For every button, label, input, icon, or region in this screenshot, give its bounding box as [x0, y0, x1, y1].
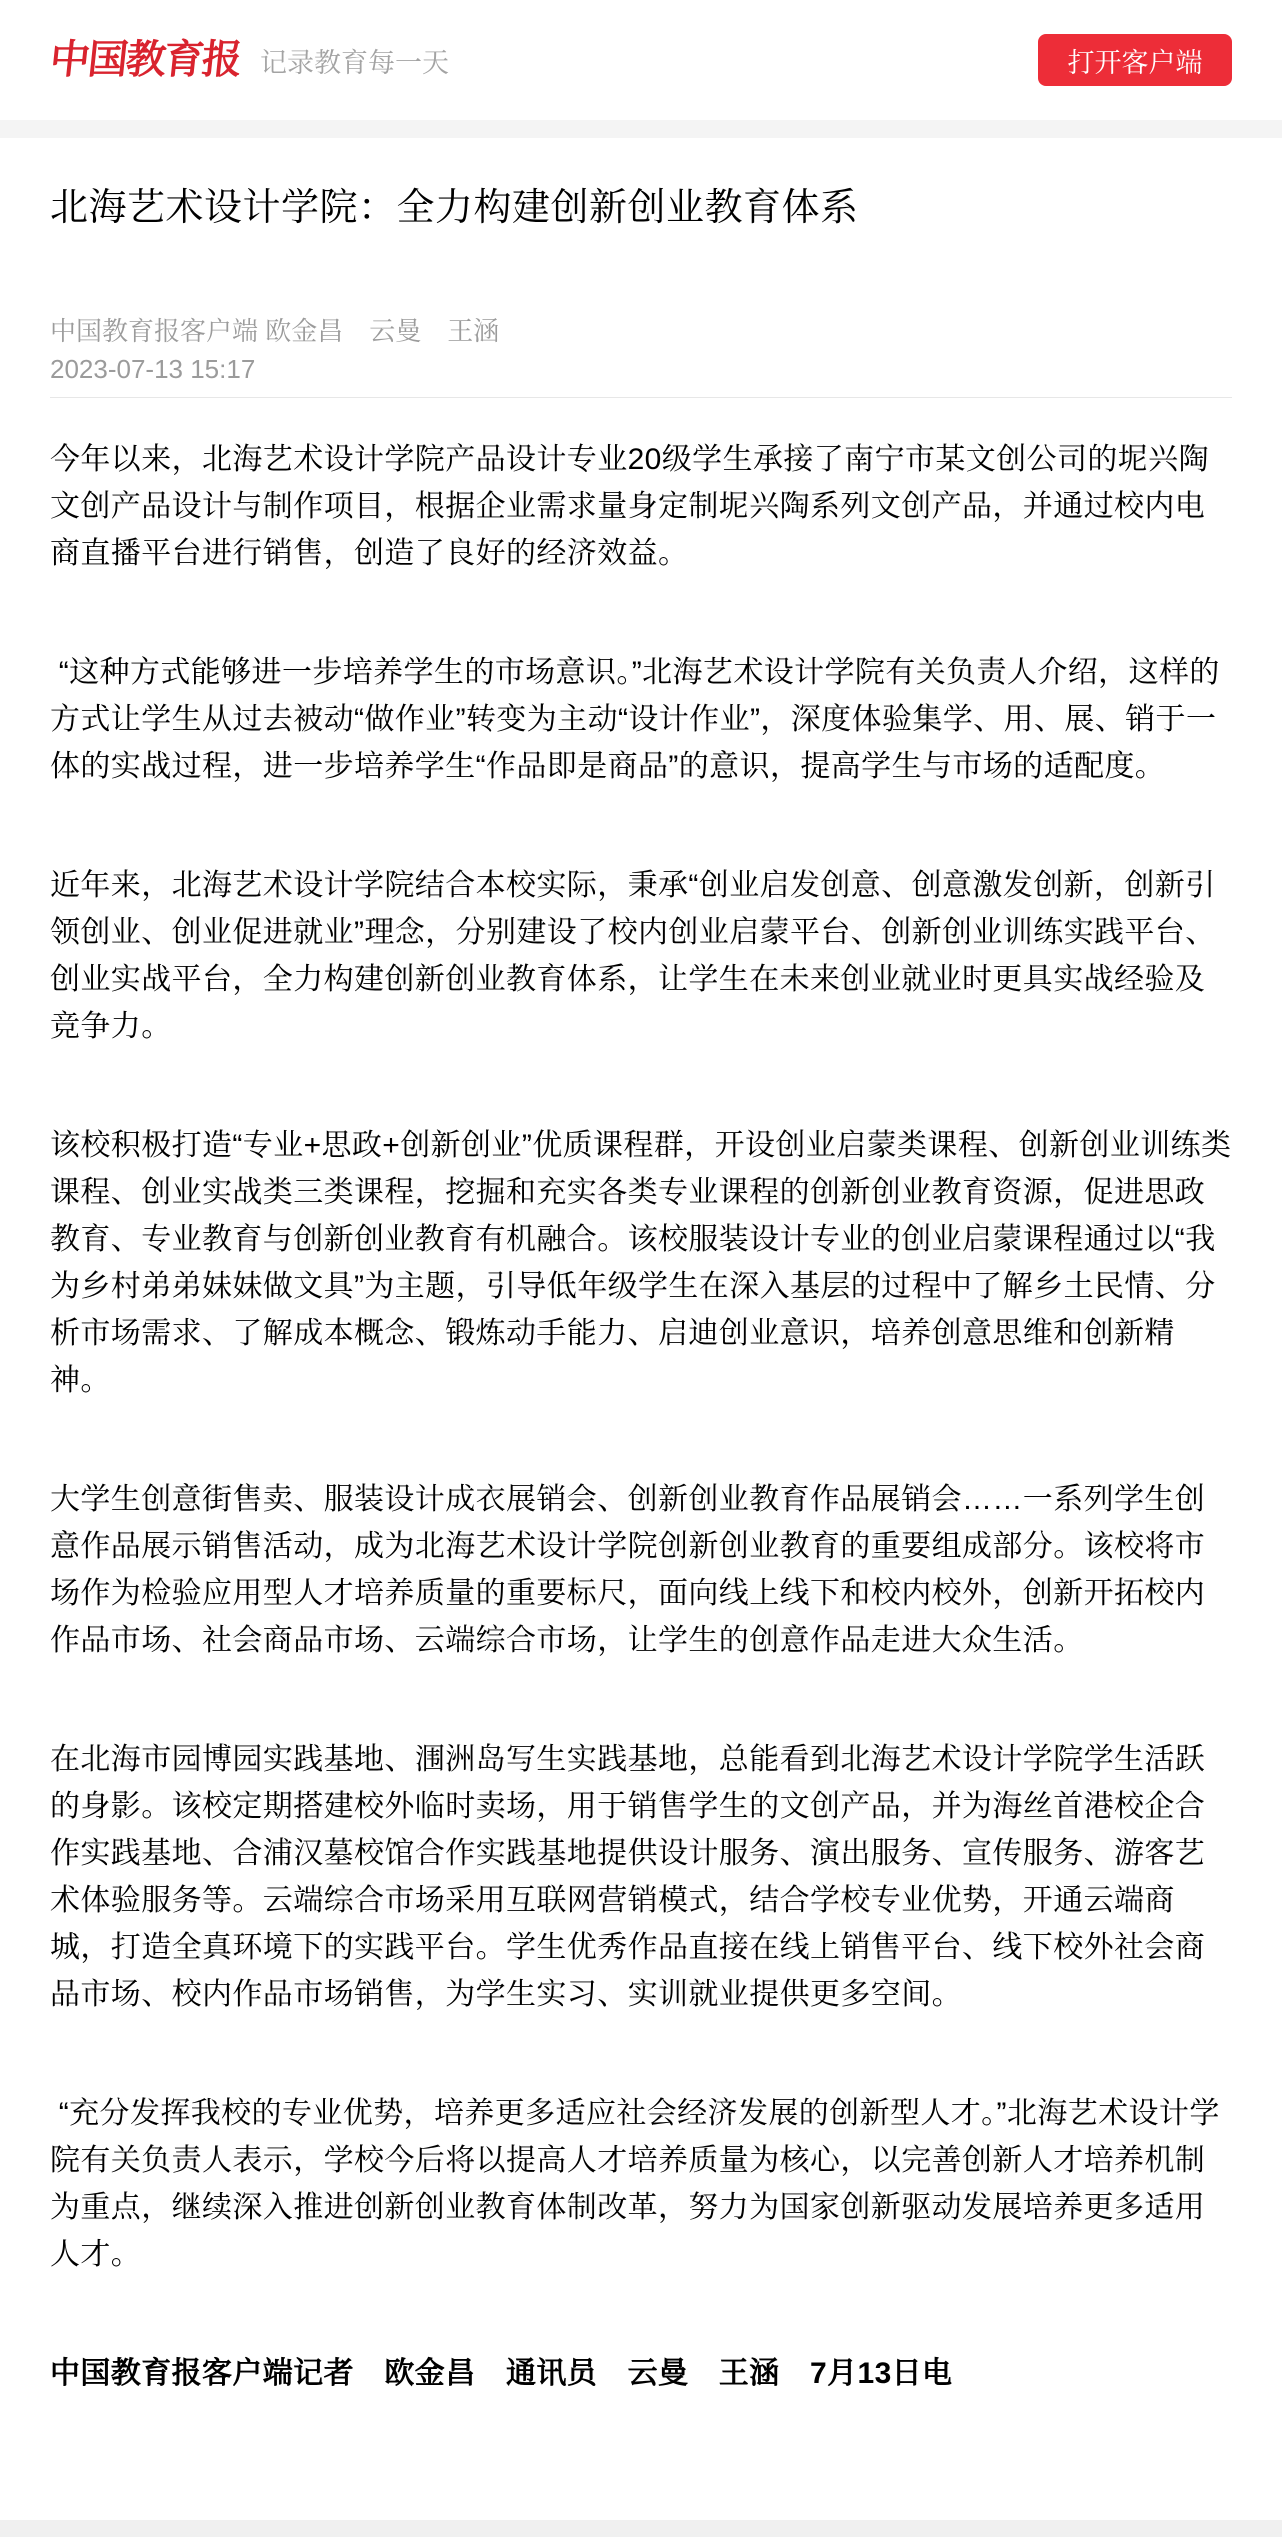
publish-time: 2023-07-13 15:17 [50, 354, 256, 385]
paragraph: 近年来，北海艺术设计学院结合本校实际，秉承“创业启发创意、创意激发创新，创新引领创业、创业促进就业”理念，分别建设了校内创业启蒙平台、创新创业训练实践平台、创业实战平台，全力构建创新创业教育体系，让学生在未来创业就业时更具实战经验及竞争力。 [50, 869, 1216, 1044]
masthead [0, 0, 1282, 120]
paragraph: “这种方式能够进一步培养学生的市场意识。”北海艺术设计学院有关负责人介绍，这样的方式让学生从过去被动“做作业”转变为主动“设计作业”，深度体验集学、用、展、销于一体的实战过程，进一步培养学生“作品即是商品”的意识，提高学生与市场的适配度。 [50, 656, 1220, 784]
article [0, 182, 1282, 2397]
brand-logo[interactable]: 中国教育报 [47, 36, 243, 83]
paragraph: 该校积极打造“专业+思政+创新创业”优质课程群，开设创业启蒙类课程、创新创业训练类课程、创业实战类三类课程，挖掘和充实各类专业课程的创新创业教育资源，促进思政教育、专业教育与创新创业教育有机融合。该校服装设计专业的创业启蒙课程通过以“我为乡村弟弟妹妹做文具”为主题，引导低年级学生在深入基层的过程中了解乡土民情、分析市场需求、了解成本概念、锻炼动手能力、启迪创业意识，培养创意思维和创新精神。 [50, 1129, 1232, 1398]
page-title: 北海艺术设计学院：全力构建创新创业教育体系 [50, 187, 859, 229]
article-byline: 中国教育报客户端 欧金昌 云曼 王涵 [50, 316, 500, 347]
bottom-bar [0, 2520, 1282, 2537]
paragraph: “充分发挥我校的专业优势，培养更多适应社会经济发展的创新型人才。”北海艺术设计学院有关负责人表示，学校今后将以提高人才培养质量为核心，以完善创新人才培养机制为重点，继续深入推进创新创业教育体制改革，努力为国家创新驱动发展培养更多适用人才。 [50, 2097, 1220, 2272]
article-signature: 中国教育报客户端记者 欧金昌 通讯员 云曼 王涵 7月13日电 [50, 2357, 953, 2391]
brand-tagline: 记录教育每一天 [260, 47, 449, 78]
paragraph: 大学生创意街售卖、服装设计成衣展销会、创新创业教育作品展销会……一系列学生创意作品展示销售活动，成为北海艺术设计学院创新创业教育的重要组成部分。该校将市场作为检验应用型人才培养质量的重要标尺，面向线上线下和校内校外，创新开拓校内作品市场、社会商品市场、云端综合市场，让学生的创意作品走进大众生活。 [50, 1483, 1206, 1658]
paragraph: 在北海市园博园实践基地、涠洲岛写生实践基地，总能看到北海艺术设计学院学生活跃的身影。该校定期搭建校外临时卖场，用于销售学生的文创产品，并为海丝首港校企合作实践基地、合浦汉墓校馆合作实践基地提供设计服务、演出服务、宣传服务、游客艺术体验服务等。云端综合市场采用互联网营销模式，结合学校专业优势，开通云端商城，打造全真环境下的实践平台。学生优秀作品直接在线上销售平台、线下校外社会商品市场、校内作品市场销售，为学生实习、实训就业提供更多空间。 [50, 1743, 1206, 2012]
open-app-button[interactable]: 打开客户端 [1038, 34, 1232, 86]
header-band [0, 120, 1282, 138]
paragraph: 今年以来，北海艺术设计学院产品设计专业20级学生承接了南宁市某文创公司的坭兴陶文创产品设计与制作项目，根据企业需求量身定制坭兴陶系列文创产品，并通过校内电商直播平台进行销售，创造了良好的经济效益。 [50, 443, 1209, 571]
article-body [50, 398, 1232, 2397]
